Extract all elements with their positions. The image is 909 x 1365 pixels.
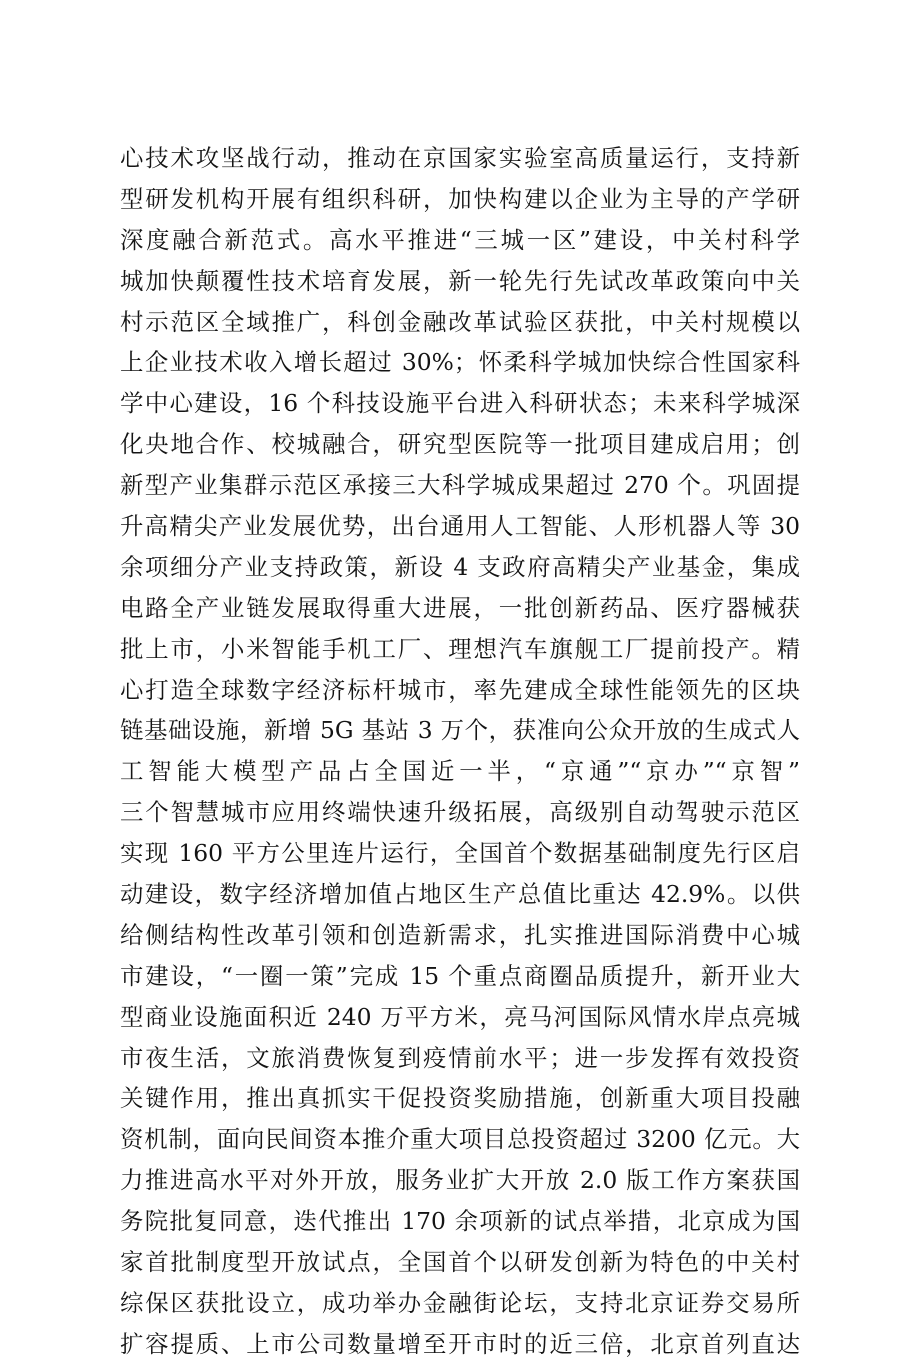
text-line: 电路全产业链发展取得重大进展，一批创新药品、医疗器械获 bbox=[120, 593, 800, 622]
text-line: 升高精尖产业发展优势，出台通用人工智能、人形机器人等 30 bbox=[120, 512, 800, 541]
text-line: 给侧结构性改革引领和创造新需求，扎实推进国际消费中心城 bbox=[120, 920, 800, 949]
body-paragraph bbox=[120, 138, 800, 1365]
text-line: 型研发机构开展有组织科研，加快构建以企业为主导的产学研 bbox=[120, 184, 800, 213]
text-line: 实现 160 平方公里连片运行，全国首个数据基础制度先行区启 bbox=[120, 839, 800, 868]
text-line: 工智能大模型产品占全国近一半，“京通”“京办”“京智” bbox=[120, 757, 800, 786]
text-line: 村示范区全域推广，科创金融改革试验区获批，中关村规模以 bbox=[120, 307, 800, 336]
text-line: 动建设，数字经济增加值占地区生产总值比重达 42.9%。以供 bbox=[120, 880, 800, 909]
text-line: 市建设，“一圈一策”完成 15 个重点商圈品质提升，新开业大 bbox=[120, 961, 800, 990]
text-line: 务院批复同意，迭代推出 170 余项新的试点举措，北京成为国 bbox=[120, 1207, 800, 1236]
text-line: 市夜生活，文旅消费恢复到疫情前水平；进一步发挥有效投资 bbox=[120, 1043, 800, 1072]
text-line: 资机制，面向民间资本推介重大项目总投资超过 3200 亿元。大 bbox=[120, 1125, 800, 1154]
text-line: 关键作用，推出真抓实干促投资奖励措施，创新重大项目投融 bbox=[120, 1084, 800, 1113]
text-line: 扩容提质、上市公司数量增至开市时的近三倍，北京首列直达 bbox=[120, 1329, 800, 1358]
text-line: 力推进高水平对外开放，服务业扩大开放 2.0 版工作方案获国 bbox=[120, 1166, 800, 1195]
text-line: 学中心建设，16 个科技设施平台进入科研状态；未来科学城深 bbox=[120, 389, 800, 418]
text-line: 综保区获批设立，成功举办金融街论坛，支持北京证券交易所 bbox=[120, 1288, 800, 1317]
text-line: 化央地合作、校城融合，研究型医院等一批项目建成启用；创 bbox=[120, 430, 800, 459]
text-line: 新型产业集群示范区承接三大科学城成果超过 270 个。巩固提 bbox=[120, 471, 800, 500]
text-line: 上企业技术收入增长超过 30%；怀柔科学城加快综合性国家科 bbox=[120, 348, 800, 377]
text-line: 心技术攻坚战行动，推动在京国家实验室高质量运行，支持新 bbox=[120, 144, 800, 172]
text-line: 链基础设施，新增 5G 基站 3 万个，获准向公众开放的生成式人 bbox=[120, 716, 800, 745]
text-line: 三个智慧城市应用终端快速升级拓展，高级别自动驾驶示范区 bbox=[120, 798, 800, 827]
text-line: 批上市，小米智能手机工厂、理想汽车旗舰工厂提前投产。精 bbox=[120, 634, 800, 663]
text-line: 余项细分产业支持政策，新设 4 支政府高精尖产业基金，集成 bbox=[120, 552, 800, 581]
text-line: 型商业设施面积近 240 万平方米，亮马河国际风情水岸点亮城 bbox=[120, 1002, 800, 1031]
text-line: 深度融合新范式。高水平推进“三城一区”建设，中关村科学 bbox=[120, 225, 800, 254]
text-line: 心打造全球数字经济标杆城市，率先建成全球性能领先的区块 bbox=[120, 675, 800, 704]
text-line: 城加快颠覆性技术培育发展，新一轮先行先试改革政策向中关 bbox=[120, 266, 800, 295]
text-line: 家首批制度型开放试点，全国首个以研发创新为特色的中关村 bbox=[120, 1248, 800, 1277]
